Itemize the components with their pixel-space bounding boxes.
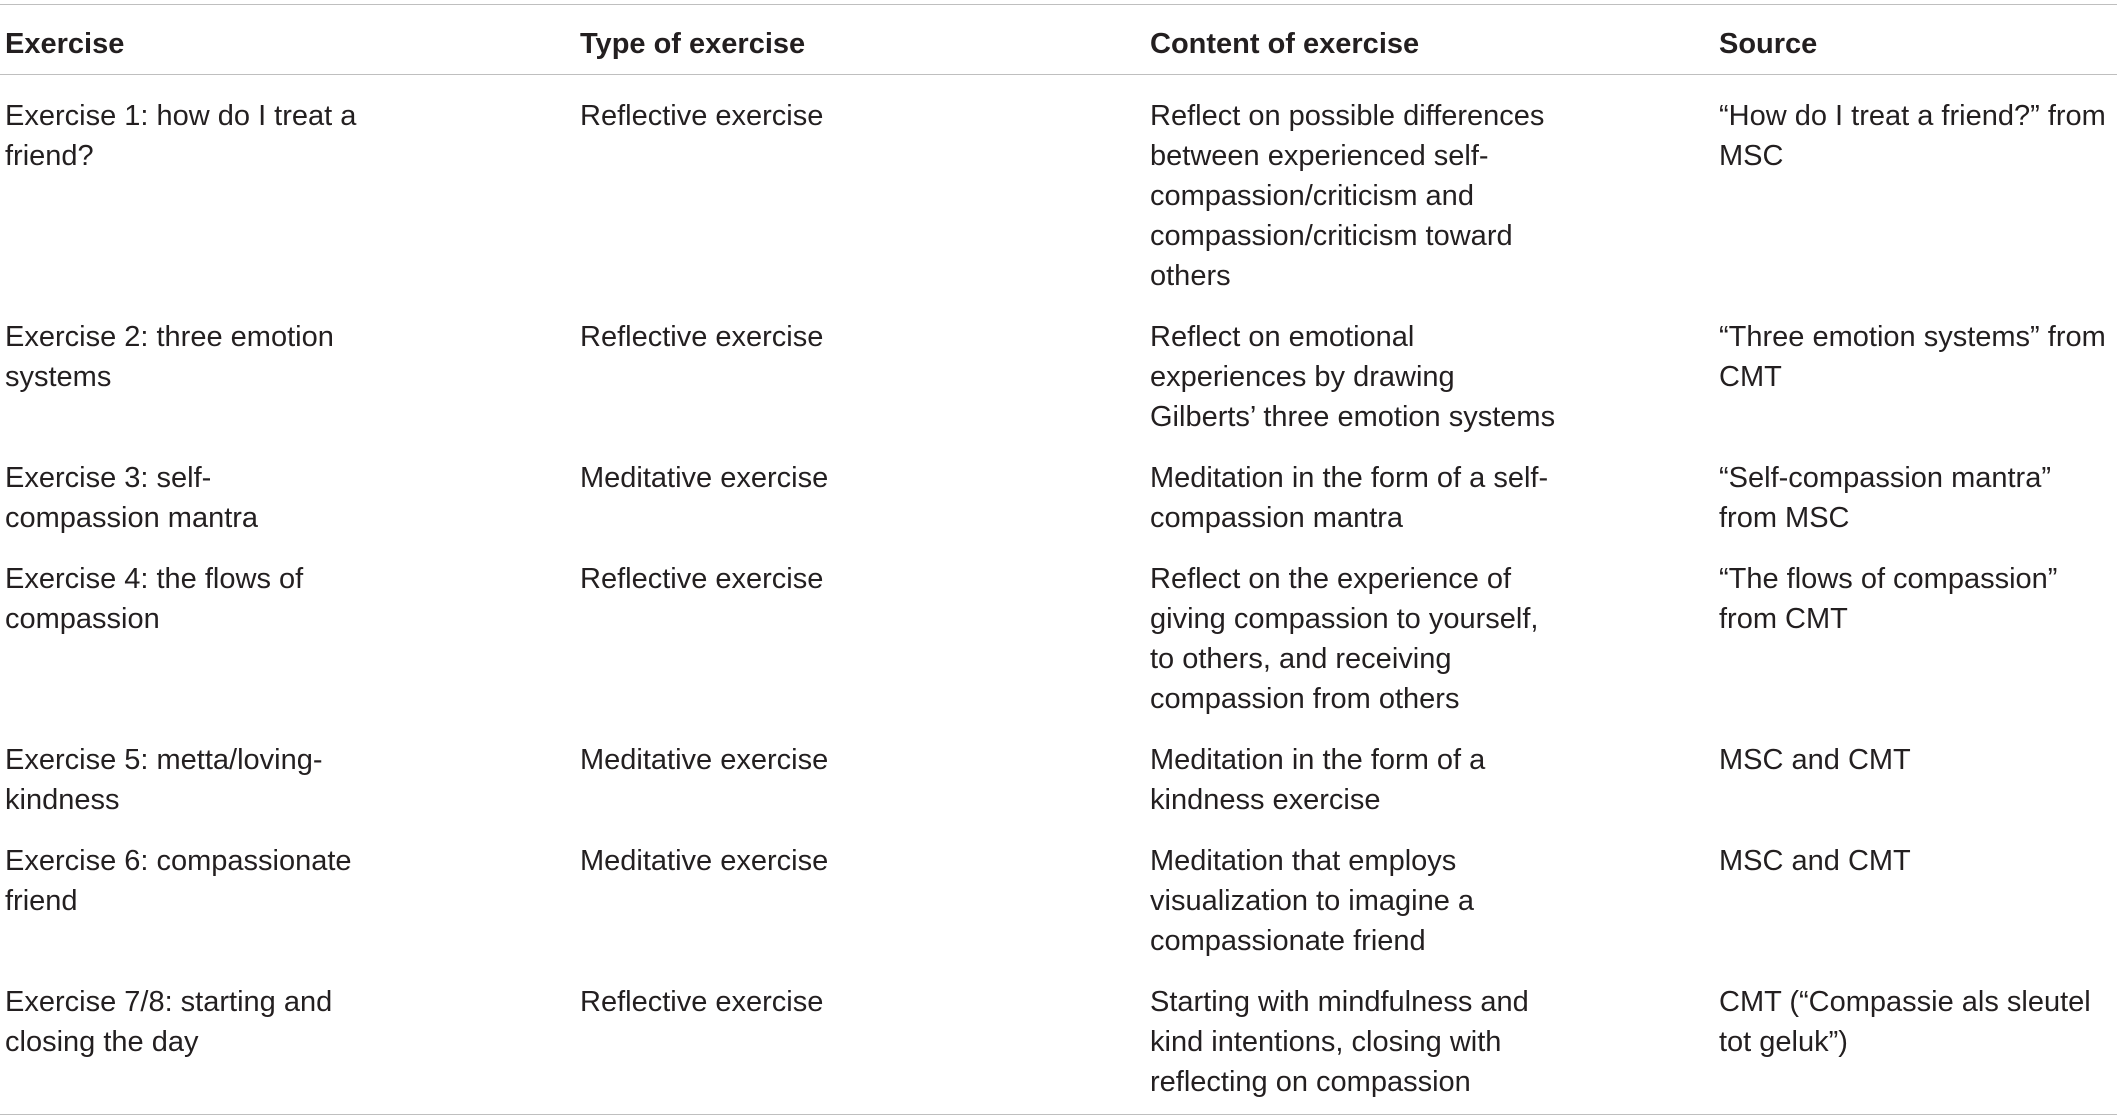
cell-exercise [0, 820, 575, 961]
cell-content [1145, 538, 1714, 719]
exercise-content: Reflect on possible differences between experienced self-compassion/criticism and compassion/criticism toward others [1150, 100, 1545, 292]
cell-content [1145, 719, 1714, 820]
cell-type: Reflective exercise [575, 961, 1145, 1115]
cell-source: MSC and CMT [1719, 744, 1911, 776]
table-row [0, 719, 2117, 820]
cell-content [1145, 75, 1714, 297]
header-type-of-exercise: Type of exercise [575, 5, 1145, 75]
table-row [0, 75, 2117, 297]
cell-type: Meditative exercise [580, 845, 829, 877]
table-row [0, 820, 2117, 961]
exercise-name: Exercise 4: the flows of compassion [5, 563, 304, 635]
cell-exercise [0, 296, 575, 437]
table-row [0, 296, 2117, 437]
cell-source: “Self-compassion mantra” from MSC [1719, 462, 2051, 534]
exercise-content: Reflect on the experience of giving compassion to yourself, to others, and receiving compassion from others [1150, 563, 1539, 715]
header-source: Source [1714, 5, 2117, 75]
cell-source: “Three emotion systems” from CMT [1719, 321, 2106, 393]
cell-content [1145, 296, 1714, 437]
cell-content [1145, 820, 1714, 961]
table-body [0, 75, 2117, 1115]
exercise-name: Exercise 7/8: starting and closing the day [5, 986, 333, 1058]
cell-exercise [0, 538, 575, 719]
header-exercise: Exercise [0, 5, 575, 75]
exercise-name: Exercise 1: how do I treat a friend? [5, 100, 357, 172]
cell-exercise [0, 437, 575, 538]
exercise-name: Exercise 2: three emotion systems [5, 321, 334, 393]
cell-exercise [0, 75, 575, 297]
cell-type: Reflective exercise [580, 321, 824, 353]
table-header [0, 5, 2117, 75]
cell-exercise [0, 719, 575, 820]
cell-content [1145, 437, 1714, 538]
cell-source: MSC and CMT [1719, 845, 1911, 877]
cell-type: Reflective exercise [580, 100, 824, 132]
cell-source: CMT (“Compassie als sleutel tot geluk”) [1714, 961, 2117, 1115]
exercise-name: Exercise 5: metta/loving-kindness [5, 744, 323, 816]
exercise-content: Meditation in the form of a kindness exercise [1150, 744, 1486, 816]
cell-type: Meditative exercise [580, 462, 829, 494]
cell-exercise [0, 961, 575, 1115]
cell-type: Meditative exercise [580, 744, 829, 776]
cell-source: “How do I treat a friend?” from MSC [1719, 100, 2106, 172]
table-row [0, 437, 2117, 538]
cell-source: “The flows of compassion” from CMT [1719, 563, 2058, 635]
cell-type: Reflective exercise [580, 563, 824, 595]
exercise-content: Meditation that employs visualization to imagine a compassionate friend [1150, 845, 1475, 957]
exercise-name: Exercise 6: compassionate friend [5, 845, 352, 917]
exercise-content: Meditation in the form of a self-compassion mantra [1150, 462, 1549, 534]
table-row [0, 538, 2117, 719]
exercise-name: Exercise 3: self-compassion mantra [5, 462, 259, 534]
header-content-of-exercise: Content of exercise [1145, 5, 1714, 75]
cell-content [1145, 961, 1714, 1115]
table-row [0, 961, 2117, 1115]
exercise-table [0, 4, 2117, 1115]
exercise-content: Starting with mindfulness and kind intentions, closing with reflecting on compassion [1150, 986, 1529, 1098]
header-row [0, 5, 2117, 75]
exercise-content: Reflect on emotional experiences by drawing Gilberts’ three emotion systems [1150, 321, 1556, 433]
